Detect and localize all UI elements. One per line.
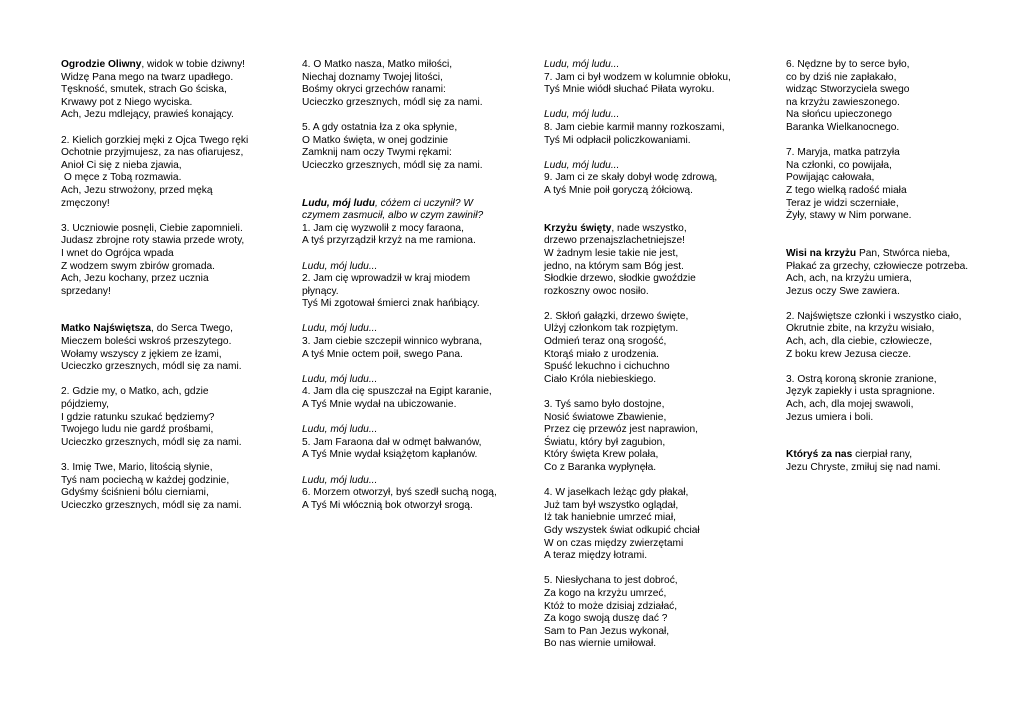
- column-4: [786, 59, 976, 487]
- song-line: Wołamy wszyscy z jękiem ze łzami,: [61, 348, 222, 360]
- song-title: Krzyżu święty: [544, 222, 612, 234]
- song-line: Mieczem boleści wskroś przeszytego.: [61, 336, 232, 348]
- song-line: W on czas między zwierzętami: [544, 537, 684, 549]
- song-line: 5. Niesłychana to jest dobroć,: [544, 575, 678, 587]
- song-line: Iż tak haniebnie umrzeć miał,: [544, 512, 676, 524]
- song-line: Z wodzem swym zbirów gromada.: [61, 260, 215, 272]
- song-line: 7. Maryja, matka patrzyła: [786, 147, 900, 159]
- stanza: [544, 399, 744, 475]
- song-line: Płakać za grzechy, człowiecze potrzeba.: [786, 260, 969, 272]
- song-title: Któryś za nas: [786, 449, 853, 461]
- stanza: [544, 160, 744, 198]
- song-line: Światu, który był zagubion,: [544, 436, 666, 448]
- song-line: Ciało Króla niebieskiego.: [544, 373, 657, 385]
- song-line: Ucieczko grzesznych, módl się za nami.: [61, 361, 242, 373]
- song-line: O Matko święta, w onej godzinie: [302, 134, 449, 146]
- song-line: 3. Uczniowie posnęli, Ciebie zapomnieli.: [61, 222, 243, 234]
- refrain-line: Ludu, mój ludu...: [544, 59, 620, 70]
- stanza: [544, 575, 744, 651]
- song-line: Widzę Pana mego na twarz upadłego.: [61, 71, 234, 83]
- song-line: A Tyś Mnie wydał na ubiczowanie.: [302, 399, 457, 411]
- song-line: A teraz między łotrami.: [544, 550, 648, 562]
- column-3: [544, 59, 744, 664]
- song-line: Bo nas wiernie umiłował.: [544, 638, 657, 650]
- song-line: Baranka Wielkanocnego.: [786, 121, 900, 133]
- stanza: [544, 109, 744, 147]
- song-line: Ach, ach, na krzyżu umiera,: [786, 273, 912, 285]
- stanza: [61, 135, 256, 211]
- song-line: Twojego ludu nie gardź prośbami,: [61, 424, 214, 436]
- song-line: 9. Jam ci ze skały dobył wodę zdrową,: [544, 172, 718, 184]
- song-line: Z tego wielką radość miała: [786, 184, 907, 196]
- song-title: Ogrodzie Oliwny: [61, 59, 142, 70]
- song-line: 3. Jam ciebie szczepił winnico wybrana,: [302, 336, 483, 348]
- song-line: Ulżyj członkom tak rozpiętym.: [544, 323, 679, 335]
- song-line: Tyś Mi zgotował śmierci znak hańbiący.: [302, 298, 480, 310]
- song-line: Który święta Krew polała,: [544, 449, 659, 461]
- song-line: Zamknij nam oczy Twymi rękami:: [302, 147, 452, 159]
- song-line: Powijając całowała,: [786, 172, 875, 184]
- stanza: [786, 449, 976, 474]
- song-line: 6. Nędzne by to serce było,: [786, 59, 910, 70]
- song-line: 6. Morzem otworzył, byś szedł suchą nogą,: [302, 487, 497, 499]
- song-line: Tyś Mnie wiódł słuchać Piłata wyroku.: [544, 84, 715, 96]
- song-line: Ach, ach, dla mojej swawoli,: [786, 399, 914, 411]
- refrain-title: Ludu, mój ludu: [302, 197, 375, 209]
- refrain-line: Ludu, mój ludu...: [302, 260, 378, 272]
- song-line: Za kogo na krzyżu umrzeć,: [544, 587, 667, 599]
- song-line: 4. Jam dla cię spuszczał na Egipt karanie,: [302, 386, 492, 398]
- song-line: 3. Ostrą koroną skronie zranione,: [786, 373, 937, 385]
- stanza: [786, 374, 976, 424]
- stanza: [786, 248, 976, 298]
- song-line: Przez cię przewóz jest naprawion,: [544, 424, 699, 436]
- song-line: drzewo przenajszlachetniejsze!: [544, 235, 685, 247]
- song-line: 4. O Matko nasza, Matko miłości,: [302, 59, 453, 70]
- song-line: rozkoszny owoc nosiło.: [544, 285, 649, 297]
- song-line: jedno, na którym sam Bóg jest.: [544, 260, 684, 272]
- song-line: I gdzie ratunku szukać będziemy?: [61, 411, 215, 423]
- song-line: widząc Stworzyciela swego: [786, 84, 910, 96]
- song-line: Ogrodzie Oliwny, widok w tobie dziwny!: [61, 59, 246, 70]
- stanza: [302, 475, 502, 513]
- song-line: Któż to może dzisiaj zdziałać,: [544, 600, 678, 612]
- song-line: 2. Gdzie my, o Matko, ach, gdzie pójdziemy,: [61, 386, 209, 411]
- song-line: 5. Jam Faraona dał w odmęt bałwanów,: [302, 436, 482, 448]
- song-line: Na członki, co powijała,: [786, 159, 892, 171]
- song-line: Jezus oczy Swe zawiera.: [786, 285, 900, 297]
- song-line: Ach, Jezu strwożony, przed męką zmęczony!: [61, 184, 213, 209]
- song-title: Matko Najświętsza: [61, 323, 152, 335]
- stanza: [786, 147, 976, 223]
- song-line: Ktorąś miało z urodzenia.: [544, 348, 659, 360]
- song-line: Z boku krew Jezusa ciecze.: [786, 348, 912, 360]
- stanza: [302, 261, 502, 311]
- song-line: Ach, Jezu mdlejący, prawieś konający.: [61, 109, 234, 121]
- song-line: Bośmy okryci grzechów ranami:: [302, 84, 446, 96]
- stanza: [544, 59, 744, 97]
- song-line: Ucieczko grzesznych, módl się za nami.: [61, 436, 242, 448]
- stanza: [302, 424, 502, 462]
- song-line: O męce z Tobą rozmawia.: [61, 172, 182, 184]
- song-line: 3. Imię Twe, Mario, litością słynie,: [61, 462, 213, 473]
- refrain-line: Ludu, mój ludu...: [544, 109, 620, 121]
- song-line: Co z Baranka wypłynęła.: [544, 462, 657, 473]
- song-line: Ucieczko grzesznych, módl się za nami.: [61, 499, 242, 511]
- stanza: [61, 386, 256, 449]
- song-line: Gdy wszystek świat odkupić chciał: [544, 524, 700, 536]
- song-line: co by dziś nie zapłakało,: [786, 71, 897, 83]
- song-line: Za kogo swoją duszę dać ?: [544, 613, 668, 625]
- song-line: Ucieczko grzesznych, módl się za nami.: [302, 159, 483, 171]
- refrain-line: Ludu, mój ludu...: [302, 323, 378, 335]
- song-line: Okrutnie zbite, na krzyżu wisiało,: [786, 323, 935, 335]
- song-line: 1. Jam cię wyzwolił z mocy faraona,: [302, 222, 464, 234]
- refrain-line: Ludu, mój ludu...: [302, 373, 378, 385]
- song-line: Tyś Mi odpłacił policzkowaniami.: [544, 134, 691, 146]
- stanza: [544, 487, 744, 563]
- stanza: [61, 462, 256, 512]
- song-line: A tyś Mnie poił goryczą żółciową.: [544, 184, 693, 196]
- song-line: Wisi na krzyżu Pan, Stwórca nieba,: [786, 247, 951, 259]
- song-line: Słodkie drzewo, słodkie gwoździe: [544, 273, 696, 285]
- song-line: Tyś nam pociechą w każdej godzinie,: [61, 474, 230, 486]
- refrain-line: Ludu, mój ludu...: [544, 159, 620, 171]
- song-line: Teraz je widzi sczerniałe,: [786, 197, 899, 209]
- column-2: [302, 59, 502, 525]
- stanza: [544, 223, 744, 299]
- song-line: 8. Jam ciebie karmił manny rozkoszami,: [544, 121, 725, 133]
- song-line: Odmień teraz oną srogość,: [544, 336, 667, 348]
- song-line: Jezu Chryste, zmiłuj się nad nami.: [786, 462, 941, 473]
- song-line: 7. Jam ci był wodzem w kolumnie obłoku,: [544, 71, 731, 83]
- song-line: Już tam był wszystko oglądał,: [544, 499, 679, 511]
- song-line: 3. Tyś samo było dostojne,: [544, 399, 665, 411]
- refrain-line: Ludu, mój ludu, cóżem ci uczynił? W czymem zasmucił, albo w czym zawinił?: [302, 197, 484, 222]
- stanza: [302, 59, 502, 109]
- song-line: A tyś Mnie octem poił, swego Pana.: [302, 348, 463, 360]
- column-1: [61, 59, 256, 525]
- song-line: Ochotnie przyjmujesz, za nas ofiarujesz,: [61, 147, 244, 159]
- song-line: Ucieczko grzesznych, módl się za nami.: [302, 96, 483, 108]
- song-line: Matko Najświętsza, do Serca Twego,: [61, 323, 233, 335]
- song-line: 2. Najświętsze członki i wszystko ciało,: [786, 310, 962, 322]
- stanza: [61, 59, 256, 122]
- song-line: Żyły, stawy w Nim porwane.: [786, 210, 912, 222]
- stanza: [302, 323, 502, 361]
- stanza: [61, 223, 256, 299]
- song-line: Któryś za nas cierpiał rany,: [786, 449, 913, 461]
- song-line: 2. Kielich gorzkiej męki z Ojca Twego ręki: [61, 134, 249, 146]
- song-line: 4. W jasełkach leżąc gdy płakał,: [544, 487, 689, 499]
- song-line: na krzyżu zawieszonego.: [786, 96, 900, 108]
- song-line: Jezus umiera i boli.: [786, 411, 874, 423]
- stanza: [786, 59, 976, 135]
- song-line: Spuść lekuchno i cichuchno: [544, 361, 670, 373]
- stanza: [61, 323, 256, 373]
- stanza: [302, 122, 502, 172]
- song-line: Niechaj doznamy Twojej litości,: [302, 71, 443, 83]
- song-line: Nosić światowe Zbawienie,: [544, 411, 667, 423]
- song-line: Krwawy pot z Niego wyciska.: [61, 96, 193, 108]
- song-line: Sam to Pan Jezus wykonał,: [544, 625, 670, 637]
- song-line: A Tyś Mi włócznią bok otworzył srogą.: [302, 499, 473, 511]
- song-line: Krzyżu święty, nade wszystko,: [544, 222, 687, 234]
- song-line: Ach, Jezu kochany, przez ucznia sprzedany!: [61, 273, 209, 297]
- stanza: [544, 311, 744, 387]
- song-title: Wisi na krzyżu: [786, 247, 857, 259]
- song-line: 2. Jam cię wprowadził w kraj miodem płynący.: [302, 273, 471, 297]
- song-line: A Tyś Mnie wydał książętom kapłanów.: [302, 449, 478, 461]
- song-line: Judasz zbrojne roty stawia przede wroty,: [61, 235, 245, 247]
- song-line: Tęskność, smutek, strach Go ściska,: [61, 84, 227, 96]
- song-line: Gdyśmy ściśnieni bólu cierniami,: [61, 487, 209, 499]
- song-line: I wnet do Ogrójca wpada: [61, 247, 174, 259]
- song-line: Anioł Ci się z nieba zjawia,: [61, 159, 182, 171]
- song-line: 5. A gdy ostatnia łza z oka spłynie,: [302, 121, 458, 133]
- refrain-line: Ludu, mój ludu...: [302, 474, 378, 486]
- stanza: [786, 311, 976, 361]
- stanza: [302, 198, 502, 248]
- song-line: Język zapiekły i usta spragnione.: [786, 386, 935, 398]
- stanza: [302, 374, 502, 412]
- song-line: A tyś przyrządził krzyż na me ramiona.: [302, 235, 476, 247]
- song-line: Na słońcu upieczonego: [786, 109, 892, 121]
- refrain-line: Ludu, mój ludu...: [302, 424, 378, 436]
- song-line: W żadnym lesie takie nie jest,: [544, 247, 679, 259]
- song-line: Ach, ach, dla ciebie, człowiecze,: [786, 336, 933, 348]
- song-line: 2. Skłoń gałązki, drzewo święte,: [544, 310, 689, 322]
